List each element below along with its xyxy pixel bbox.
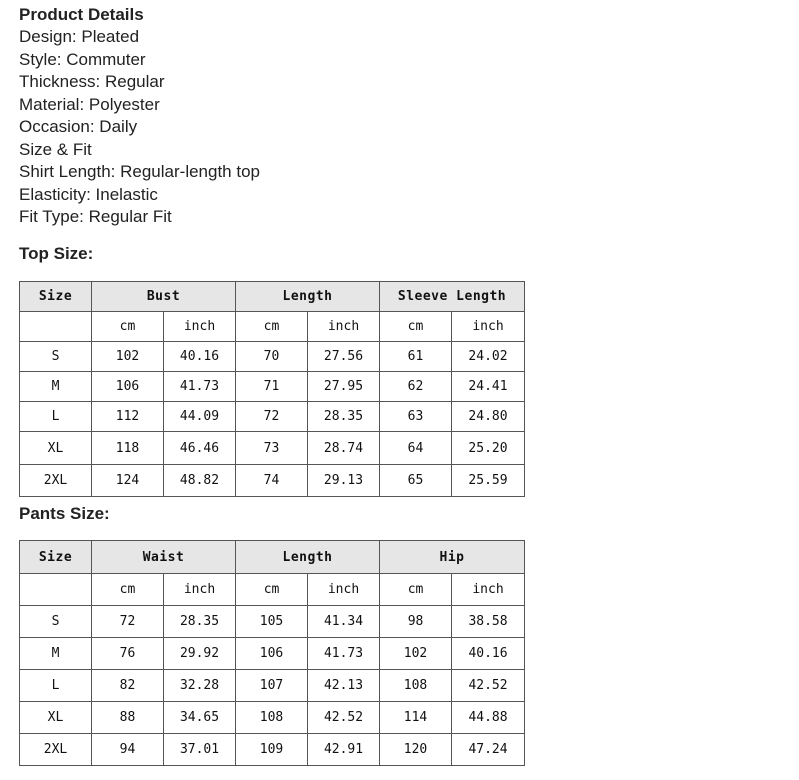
size-header: Size (20, 282, 92, 312)
table-cell: 27.56 (308, 342, 380, 372)
table-row (20, 606, 525, 638)
unit-cell-empty (20, 574, 92, 606)
table-cell: 63 (380, 402, 452, 432)
unit-cell: cm (236, 312, 308, 342)
table-cell: 106 (92, 372, 164, 402)
table-cell: 106 (236, 638, 308, 670)
detail-line-thickness: Thickness: Regular (19, 72, 165, 91)
table-cell: 42.52 (452, 670, 525, 702)
table-row (20, 670, 525, 702)
table-cell: L (20, 670, 92, 702)
table-cell: 40.16 (164, 342, 236, 372)
table-cell: 28.35 (308, 402, 380, 432)
table-cell: M (20, 372, 92, 402)
table-cell: 62 (380, 372, 452, 402)
table-cell: 82 (92, 670, 164, 702)
table-cell: 114 (380, 702, 452, 734)
pants-size-title: Pants Size: (19, 504, 110, 523)
unit-cell: inch (308, 574, 380, 606)
table-cell: 109 (236, 734, 308, 766)
table-cell: 28.35 (164, 606, 236, 638)
table-cell: 70 (236, 342, 308, 372)
table-cell: 34.65 (164, 702, 236, 734)
table-cell: 71 (236, 372, 308, 402)
table-cell: 46.46 (164, 432, 236, 465)
table-cell: S (20, 342, 92, 372)
table-cell: 47.24 (452, 734, 525, 766)
length-header: Length (236, 541, 380, 574)
detail-line-size-fit: Size & Fit (19, 139, 92, 159)
unit-cell: cm (380, 312, 452, 342)
unit-cell-empty (20, 312, 92, 342)
table-row (20, 432, 525, 465)
unit-cell: inch (308, 312, 380, 342)
table-cell: 120 (380, 734, 452, 766)
table-row (20, 402, 525, 432)
table-row (20, 372, 525, 402)
table-cell: 25.59 (452, 465, 525, 497)
table-cell: 42.91 (308, 734, 380, 766)
table-cell: 44.88 (452, 702, 525, 734)
table-cell: 48.82 (164, 465, 236, 497)
table-cell: 25.20 (452, 432, 525, 465)
table-cell: 73 (236, 432, 308, 465)
table-cell: 32.28 (164, 670, 236, 702)
table-row (20, 702, 525, 734)
table-cell: 40.16 (452, 638, 525, 670)
unit-cell: cm (92, 574, 164, 606)
detail-line-material: Material: Polyester (19, 94, 160, 114)
table-cell: 72 (92, 606, 164, 638)
detail-line-elasticity: Elasticity: Inelastic (19, 184, 158, 204)
product-details-title: Product Details (19, 5, 144, 24)
detail-line-fit-type: Fit Type: Regular Fit (19, 207, 172, 226)
detail-line-design: Design: Pleated (19, 27, 140, 46)
hip-header: Hip (380, 541, 525, 574)
table-cell: M (20, 638, 92, 670)
top-size-table (19, 281, 525, 497)
table-cell: 112 (92, 402, 164, 432)
table-row (20, 342, 525, 372)
table-cell: 107 (236, 670, 308, 702)
table-cell: 29.92 (164, 638, 236, 670)
table-cell: 61 (380, 342, 452, 372)
table-cell: 94 (92, 734, 164, 766)
table-cell: 42.13 (308, 670, 380, 702)
unit-cell: inch (164, 574, 236, 606)
table-cell: 124 (92, 465, 164, 497)
top-size-title: Top Size: (19, 244, 94, 263)
table-cell: 102 (380, 638, 452, 670)
table-row (20, 465, 525, 497)
unit-cell: cm (92, 312, 164, 342)
detail-line-style: Style: Commuter (19, 49, 146, 69)
table-row (20, 734, 525, 766)
table-cell: 38.58 (452, 606, 525, 638)
table-cell: 27.95 (308, 372, 380, 402)
table-cell: 88 (92, 702, 164, 734)
table-cell: 24.02 (452, 342, 525, 372)
detail-line-shirt-length: Shirt Length: Regular-length top (19, 162, 260, 181)
table-cell: XL (20, 702, 92, 734)
table-cell: 37.01 (164, 734, 236, 766)
table-cell: 24.80 (452, 402, 525, 432)
unit-cell: inch (164, 312, 236, 342)
unit-row (20, 312, 525, 342)
table-cell: 44.09 (164, 402, 236, 432)
table-cell: 41.73 (164, 372, 236, 402)
table-cell: 74 (236, 465, 308, 497)
unit-cell: inch (452, 312, 525, 342)
detail-line-occasion: Occasion: Daily (19, 117, 138, 136)
size-header: Size (20, 541, 92, 574)
waist-header: Waist (92, 541, 236, 574)
table-cell: 2XL (20, 465, 92, 497)
table-cell: L (20, 402, 92, 432)
sleeve-length-header: Sleeve Length (380, 282, 525, 312)
table-cell: 102 (92, 342, 164, 372)
table-cell: 108 (380, 670, 452, 702)
table-cell: 41.73 (308, 638, 380, 670)
unit-cell: cm (380, 574, 452, 606)
unit-row (20, 574, 525, 606)
table-cell: S (20, 606, 92, 638)
table-cell: 64 (380, 432, 452, 465)
pants-size-table (19, 540, 525, 766)
table-cell: 42.52 (308, 702, 380, 734)
unit-cell: inch (452, 574, 525, 606)
table-cell: 41.34 (308, 606, 380, 638)
table-cell: 108 (236, 702, 308, 734)
bust-header: Bust (92, 282, 236, 312)
table-cell: 76 (92, 638, 164, 670)
table-cell: 24.41 (452, 372, 525, 402)
table-row (20, 638, 525, 670)
table-cell: 72 (236, 402, 308, 432)
table-cell: 98 (380, 606, 452, 638)
table-cell: 105 (236, 606, 308, 638)
table-cell: 29.13 (308, 465, 380, 497)
unit-cell: cm (236, 574, 308, 606)
product-details (19, 4, 260, 229)
length-header: Length (236, 282, 380, 312)
table-cell: XL (20, 432, 92, 465)
table-cell: 28.74 (308, 432, 380, 465)
table-cell: 2XL (20, 734, 92, 766)
table-cell: 65 (380, 465, 452, 497)
table-cell: 118 (92, 432, 164, 465)
